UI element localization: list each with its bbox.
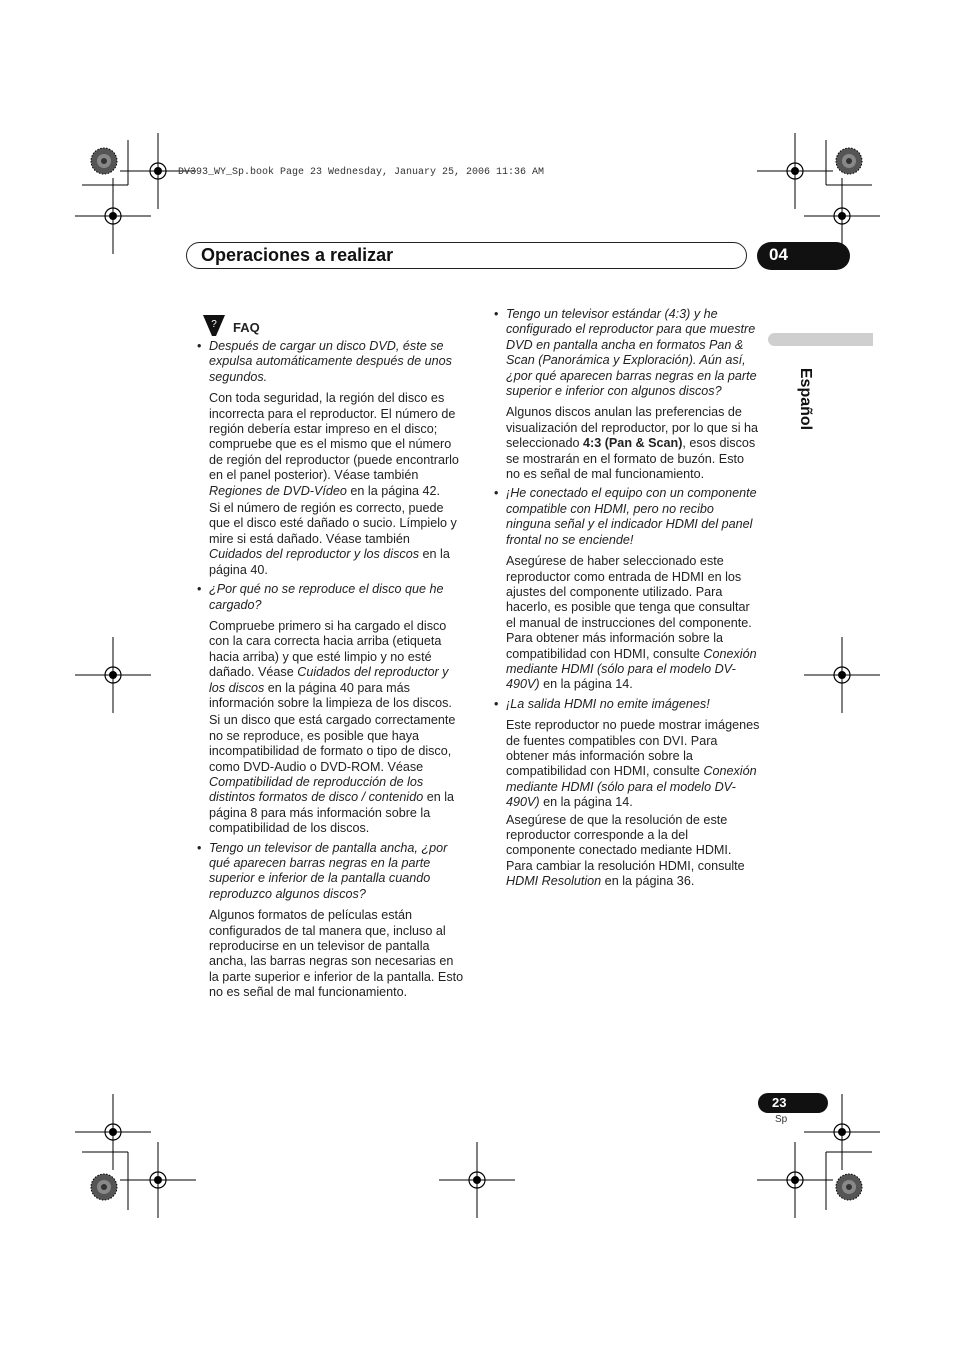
faq-answer: Este reproductor no puede mostrar imágenes de fuentes compatibles con DVI. Para obtener más información sobre la compatibilidad con HDMI, consulte Conexión mediante HDMI (sólo para el modelo DV-490V) en la página 14. (506, 718, 760, 810)
faq-answer: Algunos formatos de películas están configurados de tal manera que, incluso al reproducirse en un televisor de pantalla ancha, las barras negras son necesarias en la parte superior e inferior de la pantalla. Esto no es señal de mal funcionamiento. (209, 908, 464, 1000)
faq-answer: Algunos discos anulan las preferencias de visualización del reproductor, por lo que si ha seleccionado 4:3 (Pan & Scan), esos discos se mostrarán en el formato de buzón. Esto no es señal de mal funcionamiento. (506, 405, 759, 482)
section-header (186, 242, 747, 269)
left-column (197, 313, 465, 1003)
chapter-number: 04 (769, 245, 788, 264)
faq-answer: Asegúrese de haber seleccionado este reproductor como entrada de HDMI en los ajustes del componente utilizado. Para hacerlo, es posible que tenga que consultar el manual de instrucciones del componente. Para obtener más información sobre la compatibilidad con HDMI, consulte Conexión mediante HDMI (sólo para el modelo DV-490V) en la página 14. (506, 554, 757, 692)
page-lang-code: Sp (775, 1114, 788, 1125)
faq-answer: Asegúrese de que la resolución de este reproductor corresponde a la del componente conectado mediante HDMI. Para cambiar la resolución HDMI, consulte HDMI Resolution en la página 36. (506, 812, 745, 889)
faq-question: • Tengo un televisor de pantalla ancha, ¿por qué aparecen barras negras en la parte superior e inferior de la pantalla cuando reproduzco algunos discos? (197, 841, 465, 903)
faq-heading (201, 313, 465, 337)
faq-question: • ¡He conectado el equipo con un componente compatible con HDMI, pero no recibo ninguna señal y el indicador HDMI del panel frontal no se enciende! (494, 486, 760, 548)
faq-question: • Tengo un televisor estándar (4:3) y he configurado el reproductor para que muestre DVD en pantalla ancha en formatos Pan & Scan (Panorámica y Exploración). Aún así, ¿por qué aparecen barras negras en la parte superior e inferior con algunos discos? (494, 307, 760, 399)
faq-answer: Si el número de región es correcto, puede que el disco esté dañado o sucio. Límpielo y mire si está dañado. Véase también Cuidados del reproductor y los discos en la página 40. (209, 501, 457, 577)
page-number-badge (758, 1093, 828, 1113)
svg-text:?: ? (211, 319, 217, 330)
faq-label: FAQ (233, 320, 260, 336)
page-number: 23 (772, 1095, 787, 1110)
faq-badge-icon (201, 313, 227, 337)
faq-question: • Después de cargar un disco DVD, éste se expulsa automáticamente después de unos segundos. (197, 339, 465, 385)
faq-answer: Compruebe primero si ha cargado el disco con la cara correcta hacia arriba (etiqueta hacia arriba) y que esté limpio y no esté dañado. Véase Cuidados del reproductor y los discos en la página 40 para más información sobre la limpieza de los discos. (209, 618, 452, 710)
faq-question: • ¡La salida HDMI no emite imágenes! (494, 697, 760, 712)
language-tab (768, 333, 873, 346)
chapter-badge (757, 242, 850, 270)
faq-answer: Con toda seguridad, la región del disco es incorrecta para el reproductor. El número de región debería estar impreso en el disco; compruebe que es el mismo que el número de región del reproductor (puede encontrarlo en el panel posterior). Véase también Regiones de DVD-Vídeo en la página 42. (209, 391, 459, 498)
file-info-line: DV393_WY_Sp.book Page 23 Wednesday, January 25, 2006 11:36 AM (178, 167, 545, 178)
right-column (494, 307, 760, 892)
faq-question: • ¿Por qué no se reproduce el disco que he cargado? (197, 582, 465, 613)
faq-answer: Si un disco que está cargado correctamente no se reproduce, es posible que haya incompatibilidad de formato o tipo de disco, como DVD-Audio o DVD-ROM. Véase Compatibilidad de reproducción de los distintos formatos de disco / contenido en la página 8 para más información sobre la compatibilidad de los discos. (209, 713, 456, 836)
section-title: Operaciones a realizar (201, 245, 394, 265)
language-label: Español (797, 367, 814, 431)
